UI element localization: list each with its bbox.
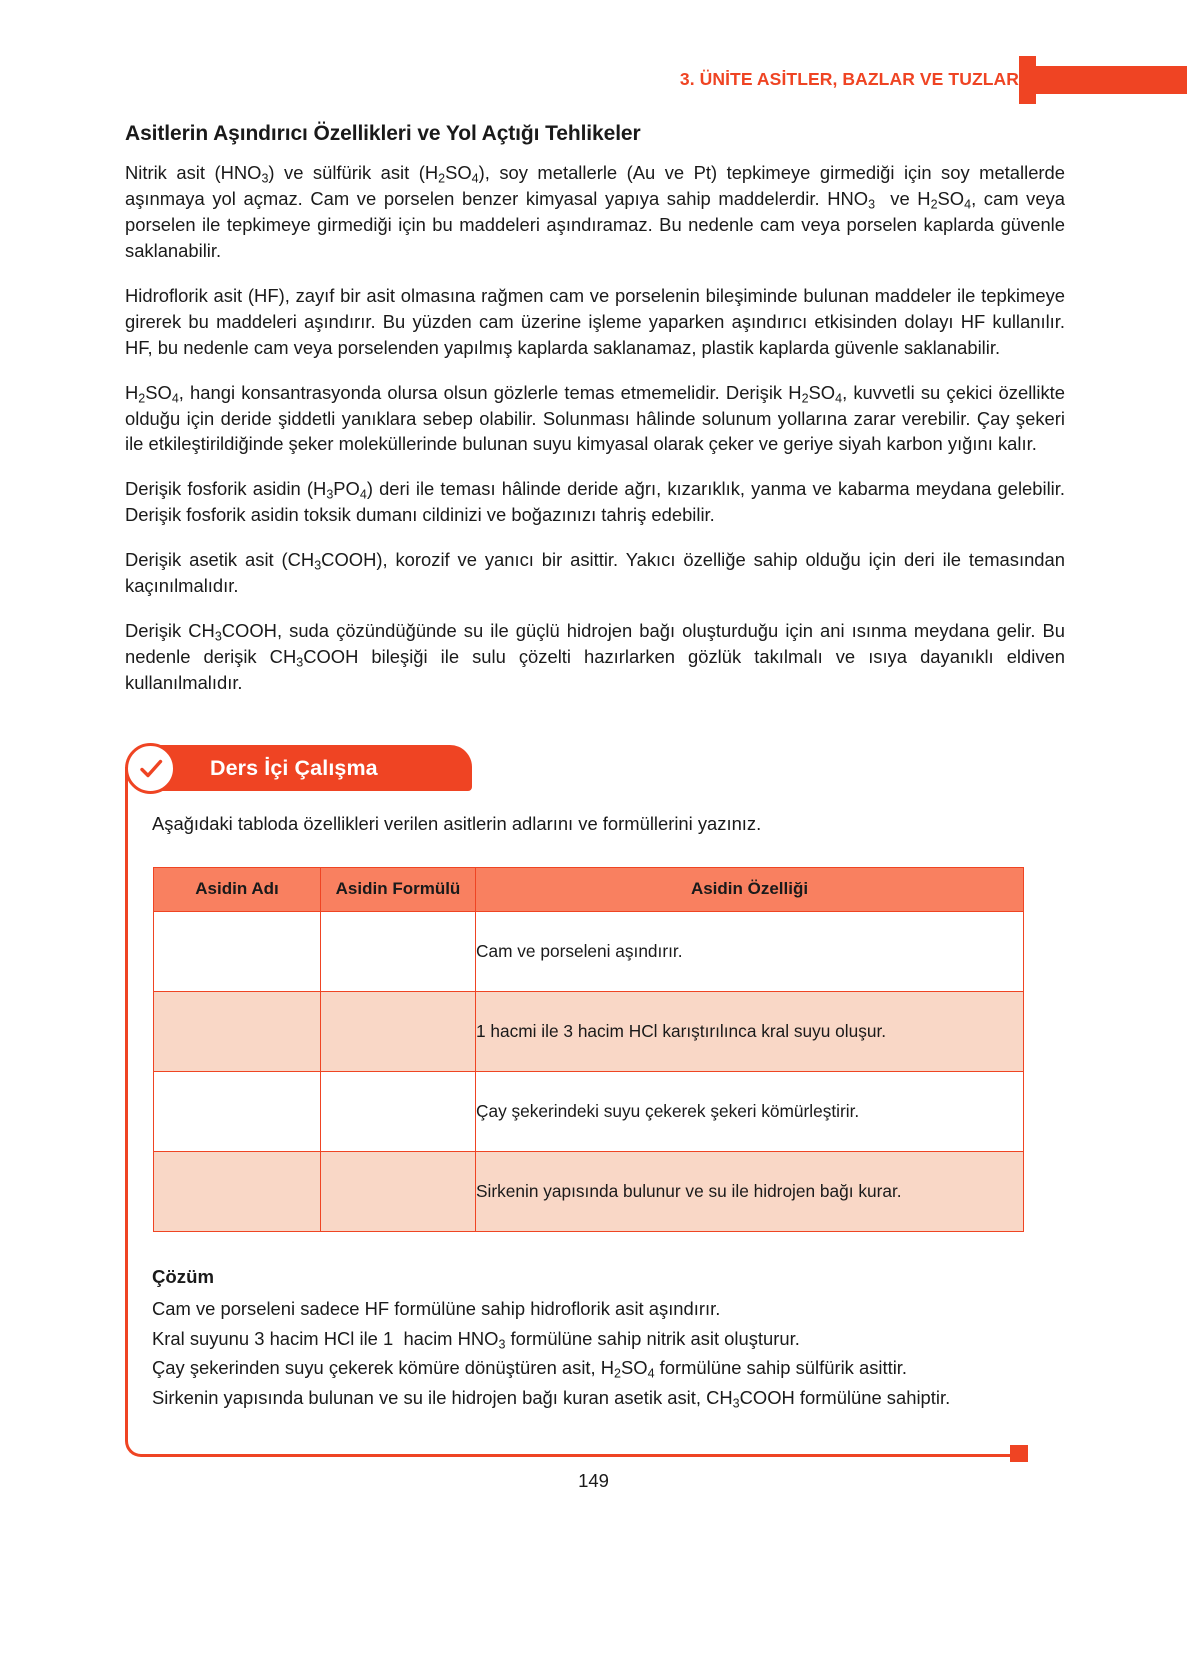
unit-title: 3. ÜNİTE ASİTLER, BAZLAR VE TUZLAR (679, 69, 1019, 89)
page-number: 149 (578, 1470, 609, 1491)
cell-acid-property: Çay şekerindeki suyu çekerek şekeri kömürleştirir. (476, 1071, 1024, 1151)
paragraph-2: Hidroflorik asit (HF), zayıf bir asit olmasına rağmen cam ve porselenin bileşiminde bulunan maddeler ile tepkimeye girerek bu maddeleri aşındırır. Bu yüzden cam üzerine işleme yaparken aşındırıcı etkisinden dolayı HF kullanılır. HF, bu nedenle cam veya porselenden yapılmış kaplarda saklanamaz, plastik kaplarda güvenle saklanabilir. (125, 284, 1065, 358)
table-row (154, 1071, 1024, 1151)
cell-acid-formula[interactable] (321, 1071, 476, 1151)
paragraph-4: Derişik fosforik asidin $(H_3PO_4)$ deri ile teması hâlinde deride ağrı, kızarıklık, yanma ve kabarma meydana gelebilir. Derişik fosforik asidin toksik dumanı cildinizi ve boğazınızı tahriş edebilir. (125, 478, 1065, 526)
page-header (0, 52, 1187, 108)
cell-acid-name[interactable] (154, 1151, 321, 1231)
table-row (154, 1151, 1024, 1231)
check-icon (125, 743, 176, 794)
header-accent-bar-icon (1019, 66, 1187, 94)
page-title: Asitlerin Aşındırıcı Özellikleri ve Yol Açtığı Tehlikeler (125, 122, 641, 145)
solution-line-3: Çay şekerinden suyu çekerek kömüre dönüştüren asit, $H_2SO_4$ formülüne sahip sülfürik asittir. (152, 1357, 907, 1381)
cell-acid-property: Sirkenin yapısında bulunur ve su ile hidrojen bağı kurar. (476, 1151, 1024, 1231)
main-content (125, 122, 1065, 696)
table-row (154, 991, 1024, 1071)
cell-acid-property: Cam ve porseleni aşındırır. (476, 911, 1024, 991)
acid-table (153, 867, 1024, 1232)
cell-acid-name[interactable] (154, 911, 321, 991)
solution-line-1: Cam ve porseleni sadece HF formülüne sahip hidroflorik asit aşındırır. (152, 1297, 721, 1319)
paragraph-3: $H_2SO_4$, hangi konsantrasyonda olursa olsun gözlerle temas etmemelidir. Derişik $H_2SO_4$, kuvvetli su çekici özellikte olduğu için deride şiddetli yanıklara sebep olabilir. Solunması hâlinde solunum yollarına zarar verebilir. Çay şekeri ile etkileştirildiğinde şeker moleküllerinde bulunan suyu kimyasal olarak çeker ve geriye siyah karbon yığını kalır. (125, 381, 1066, 455)
activity-banner-label: Ders İçi Çalışma (210, 755, 378, 780)
cell-acid-formula[interactable] (321, 1151, 476, 1231)
activity-frame-endcap-icon (1010, 1445, 1028, 1462)
column-header-acid-formula: Asidin Formülü (321, 867, 476, 911)
solution-line-4: Sirkenin yapısında bulunan ve su ile hidrojen bağı kuran asetik asit, $CH_3COOH$ formülüne sahiptir. (152, 1387, 951, 1411)
solution-section (152, 1266, 1012, 1413)
table-header-row (154, 867, 1024, 911)
paragraph-6: Derişik $CH_3COOH$, suda çözündüğünde su ile güçlü hidrojen bağı oluşturduğu için ani ısınma meydana gelir. Bu nedenle derişik $CH_3COOH$ bileşiği ile sulu çözelti hazırlarken gözlük takılmalı ve ısıya dayanıklı eldiven kullanılmalıdır. (125, 620, 1065, 693)
solution-title: Çözüm (152, 1265, 214, 1287)
table-row (154, 911, 1024, 991)
paragraph-1: Nitrik asit $(HNO_3)$ ve sülfürik asit $(H_2SO_4)$, soy metallerle (Au ve Pt) tepkimeye girmediği için soy metallerde aşınmaya yol açmaz. Cam ve porselen benzer kimyasal yapıya sahip maddelerdir. $HNO_3$ ve $H_2SO_4$, cam veya porselen ile tepkimeye girmediği için bu maddeleri aşındıramaz. Bu nedenle cam veya porselen kaplarda güvenle saklanabilir. (125, 162, 1065, 261)
solution-line-2: Kral suyunu 3 hacim HCl ile 1 hacim $HNO_3$ formülüne sahip nitrik asit oluşturur. (152, 1327, 800, 1352)
cell-acid-formula[interactable] (321, 911, 476, 991)
column-header-acid-name: Asidin Adı (154, 867, 321, 911)
cell-acid-property: 1 hacmi ile 3 hacim HCl karıştırılınca kral suyu oluşur. (476, 991, 1024, 1071)
activity-content (152, 811, 1012, 1413)
column-header-acid-property: Asidin Özelliği (476, 867, 1024, 911)
cell-acid-name[interactable] (154, 991, 321, 1071)
cell-acid-formula[interactable] (321, 991, 476, 1071)
cell-acid-name[interactable] (154, 1071, 321, 1151)
activity-prompt: Aşağıdaki tabloda özellikleri verilen asitlerin adlarını ve formüllerini yazınız. (152, 813, 762, 834)
paragraph-5: Derişik asetik asit $(CH_3COOH)$, korozif ve yanıcı bir asittir. Yakıcı özelliğe sahip olduğu için deri ile temasından kaçınılmalıdır. (125, 549, 1065, 597)
activity-banner (152, 745, 472, 791)
